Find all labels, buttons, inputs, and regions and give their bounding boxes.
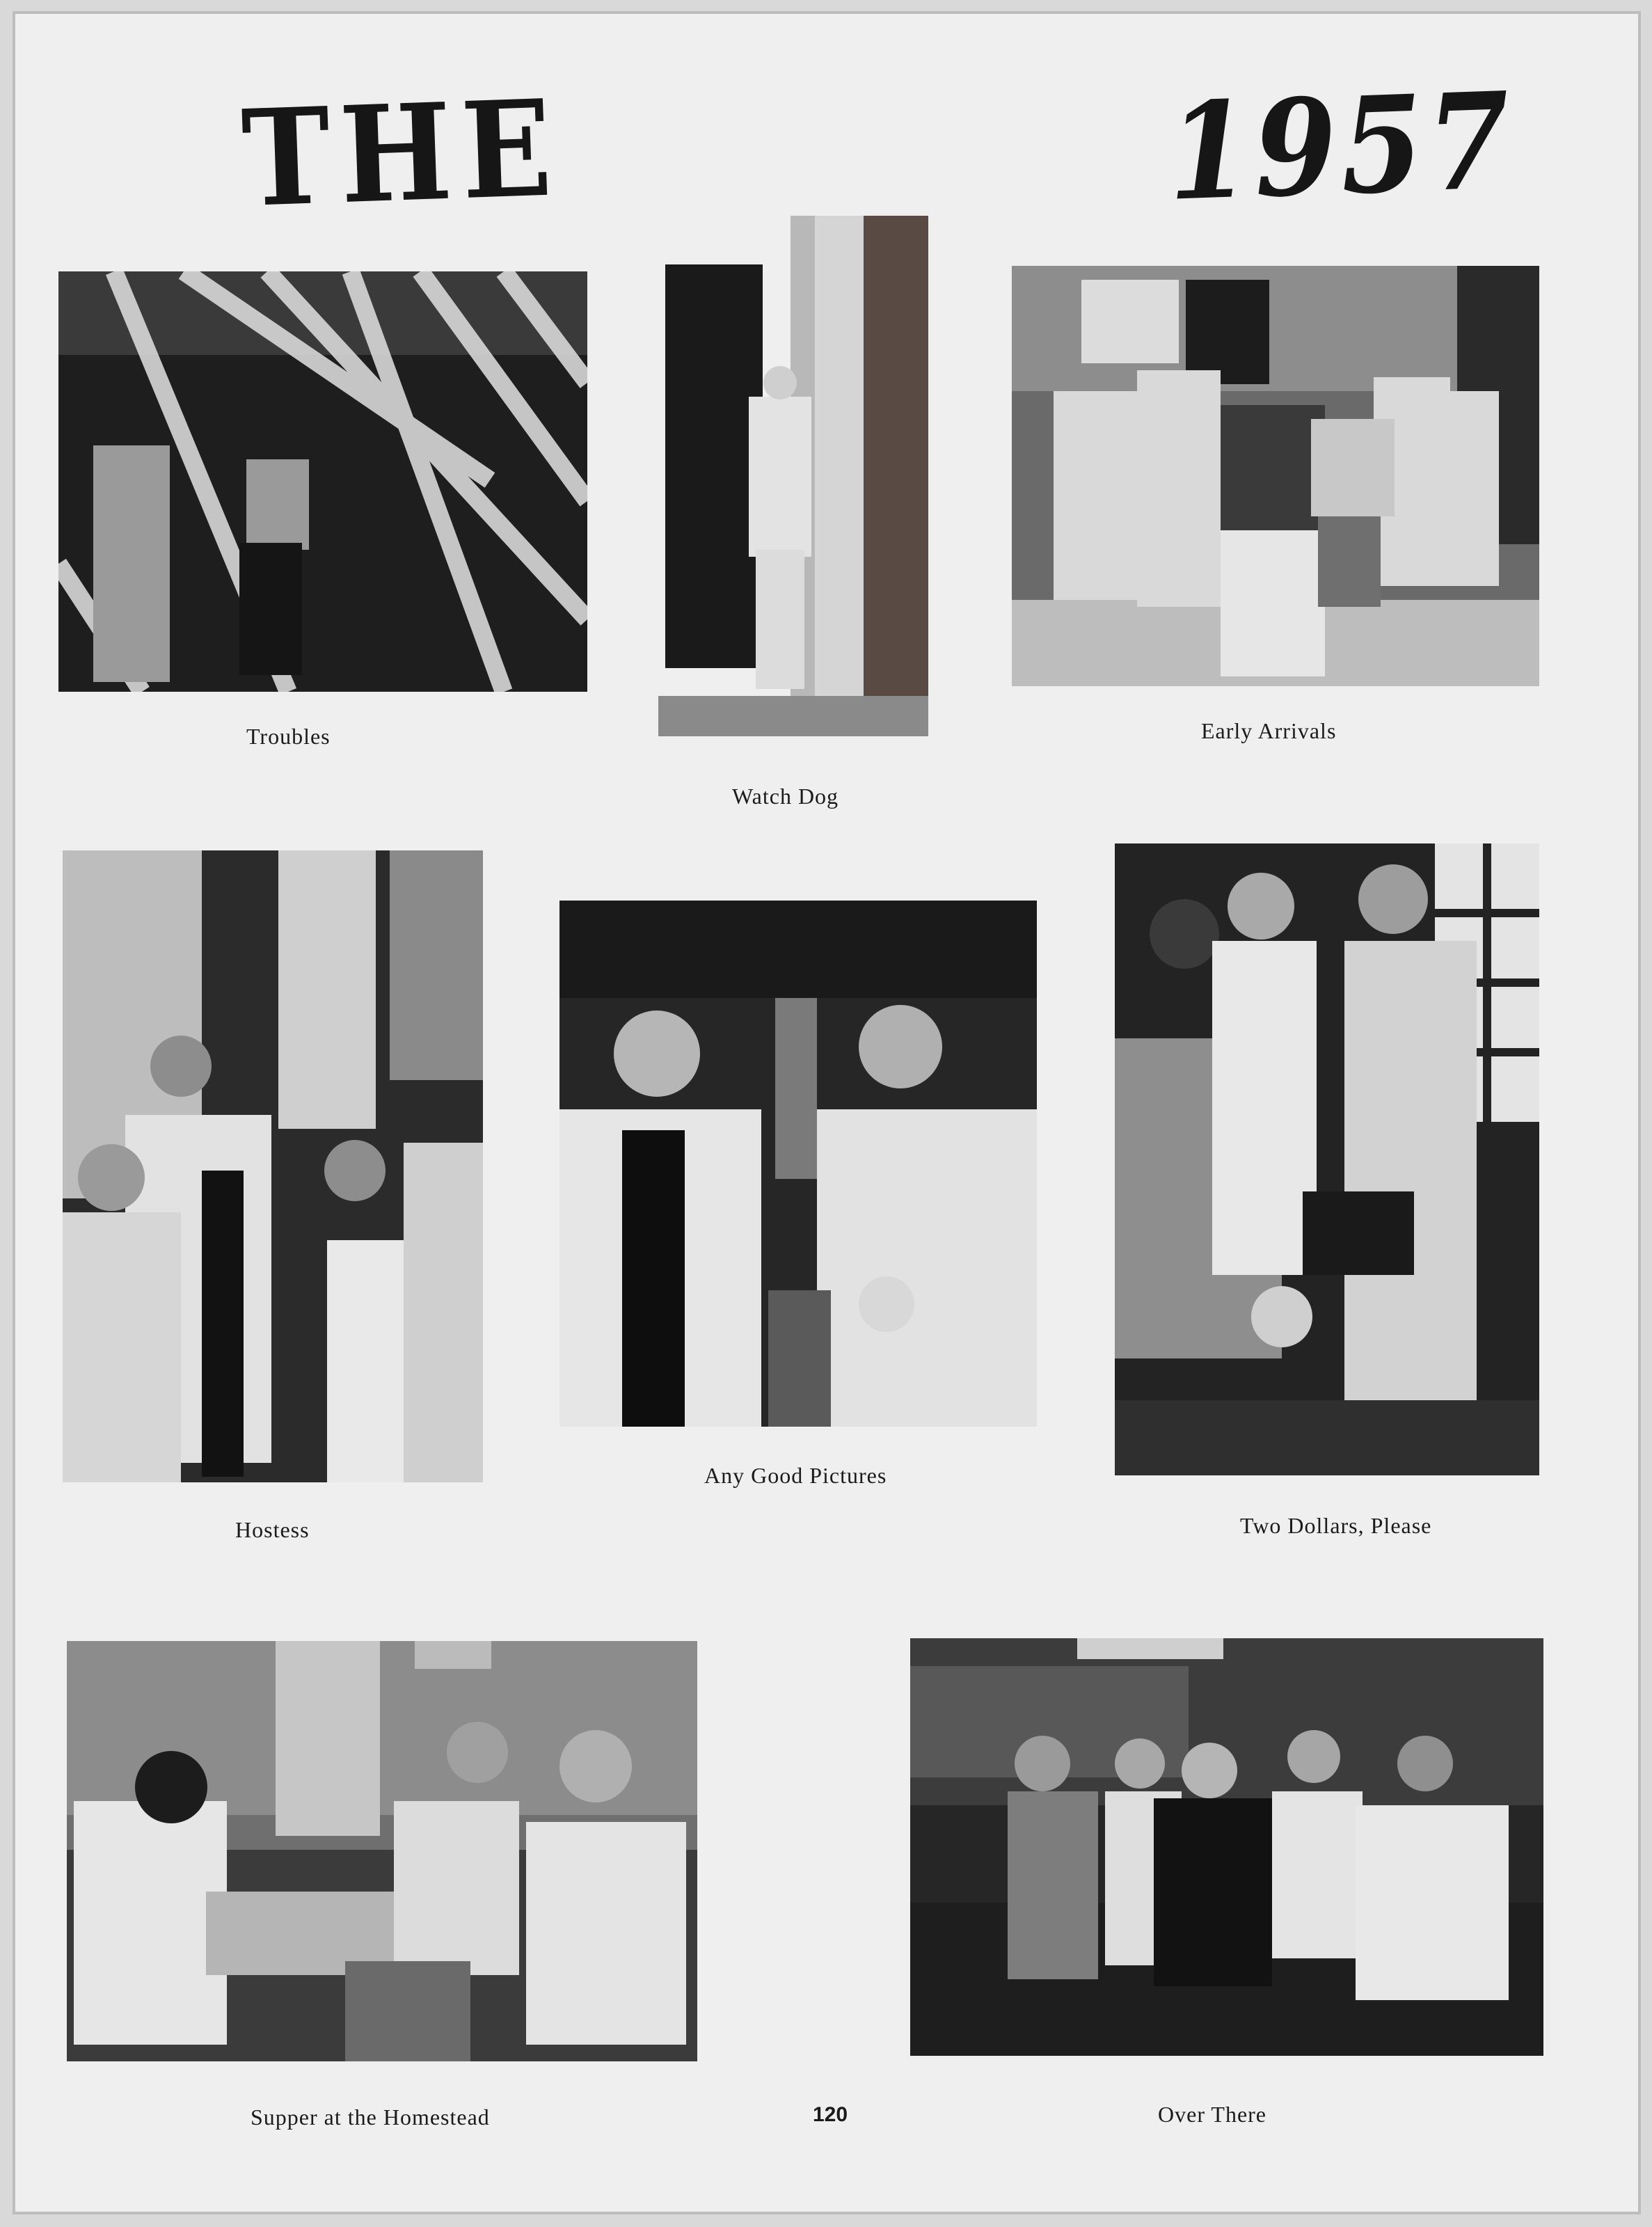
page-title-left: THE (239, 70, 564, 237)
yearbook-page (13, 11, 1641, 2214)
photo-supper-at-the-homestead (67, 1641, 697, 2061)
caption-over-there: Over There (1158, 2102, 1266, 2127)
caption-early-arrivals: Early Arrivals (1201, 718, 1337, 743)
page-title-year: 1957 (1165, 63, 1516, 231)
caption-supper-at-the-homestead: Supper at the Homestead (251, 2105, 490, 2130)
photo-hostess (63, 850, 483, 1482)
caption-troubles: Troubles (246, 724, 331, 749)
photo-troubles (58, 271, 587, 692)
caption-watch-dog: Watch Dog (732, 784, 839, 809)
photo-two-dollars-please (1115, 843, 1539, 1475)
photo-early-arrivals (1012, 266, 1539, 686)
photo-over-there (910, 1638, 1543, 2056)
caption-two-dollars-please: Two Dollars, Please (1240, 1513, 1432, 1538)
caption-any-good-pictures: Any Good Pictures (704, 1463, 887, 1488)
page-number: 120 (813, 2103, 848, 2126)
photo-any-good-pictures (559, 901, 1037, 1427)
photo-watch-dog (658, 216, 928, 736)
caption-hostess: Hostess (235, 1517, 310, 1542)
